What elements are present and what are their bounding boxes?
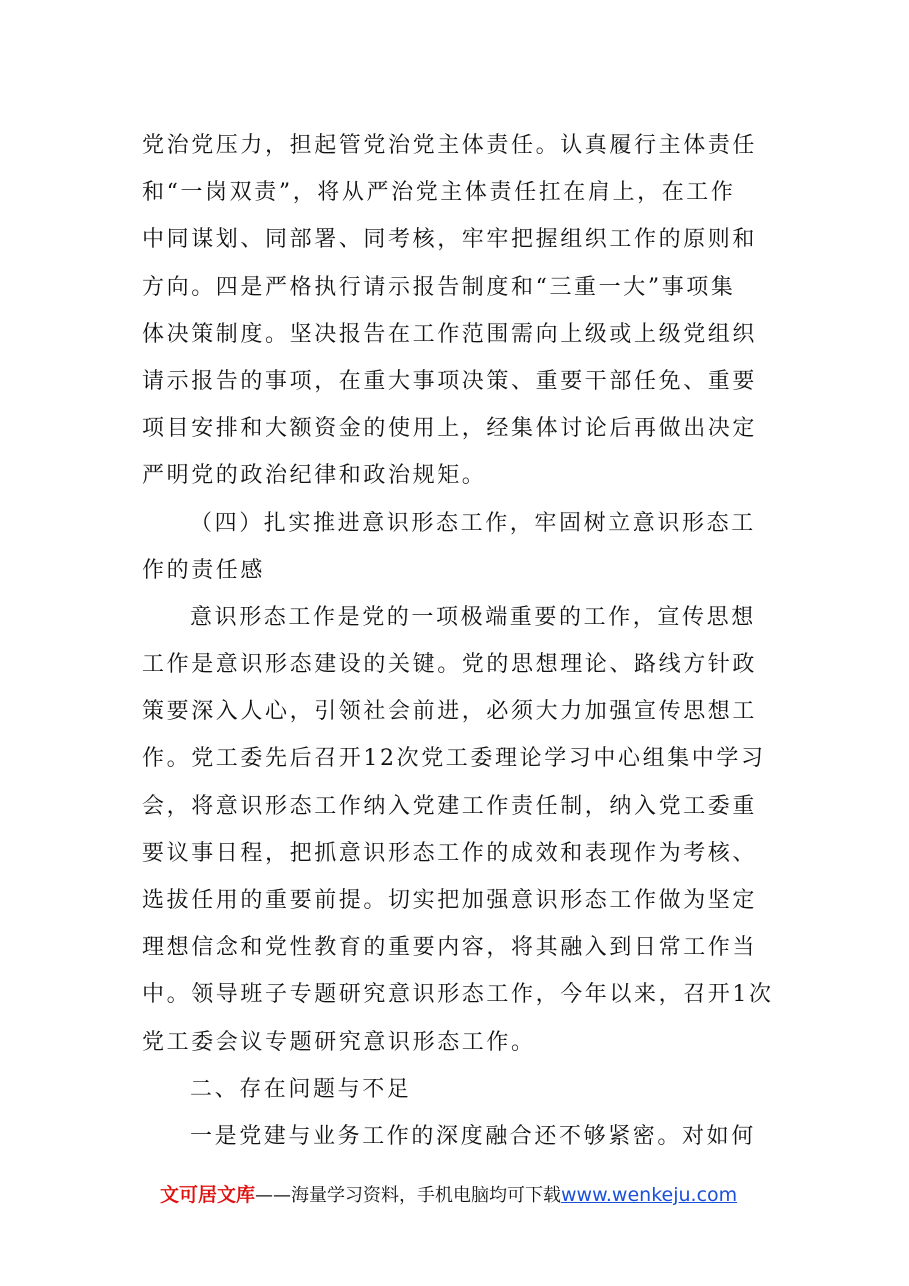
body-line: 中同谋划、同部署、同考核，牢牢把握组织工作的原则和 — [142, 227, 758, 253]
footer-slogan: ——海量学习资料，手机电脑均可下载 — [255, 1185, 562, 1206]
section-heading-line: （四）扎实推进意识形态工作，牢固树立意识形态工 — [190, 510, 756, 536]
body-line: 党治党压力，担起管党治党主体责任。认真履行主体责任 — [142, 133, 758, 158]
body-line: 一是党建与业务工作的深度融合还不够紧密。对如何 — [190, 1123, 756, 1149]
footer-banner — [160, 1181, 737, 1210]
body-line: 方向。四是严格执行请示报告制度和“三重一大”事项集 — [142, 274, 736, 300]
body-line: 理想信念和党性教育的重要内容，将其融入到日常工作当 — [142, 935, 758, 961]
section-heading-line: 作的责任感 — [142, 557, 266, 583]
footer-brand: 文可居文库 — [160, 1184, 256, 1206]
body-line: 会，将意识形态工作纳入党建工作责任制，纳入党工委重 — [142, 793, 758, 819]
body-line: 工作是意识形态建设的关键。党的思想理论、路线方针政 — [142, 652, 758, 678]
footer-link[interactable]: www.wenkeju.com — [561, 1184, 738, 1206]
body-line: 项目安排和大额资金的使用上，经集体讨论后再做出决定 — [142, 416, 758, 442]
body-line: 要议事日程，把抓意识形态工作的成效和表现作为考核、 — [142, 840, 758, 866]
body-line: 策要深入人心，引领社会前进，必须大力加强宣传思想工 — [142, 699, 758, 725]
body-line: 体决策制度。坚决报告在工作范围需向上级或上级党组织 — [142, 321, 758, 347]
body-line: 和“一岗双责”，将从严治党主体责任扛在肩上，在工作 — [142, 180, 736, 206]
body-line: 中。领导班子专题研究意识形态工作，今年以来，召开1次 — [142, 982, 774, 1008]
body-line: 选拔任用的重要前提。切实把加强意识形态工作做为坚定 — [142, 888, 758, 913]
body-line: 作。党工委先后召开12次党工委理论学习中心组集中学习 — [142, 746, 766, 772]
body-line: 意识形态工作是党的一项极端重要的工作，宣传思想 — [190, 604, 756, 630]
document-body — [142, 122, 774, 1160]
body-line: 党工委会议专题研究意识形态工作。 — [142, 1029, 536, 1055]
body-line: 请示报告的事项，在重大事项决策、重要干部任免、重要 — [142, 368, 758, 394]
section-heading-line: 二、存在问题与不足 — [190, 1076, 412, 1102]
body-line: 严明党的政治纪律和政治规矩。 — [142, 463, 487, 489]
